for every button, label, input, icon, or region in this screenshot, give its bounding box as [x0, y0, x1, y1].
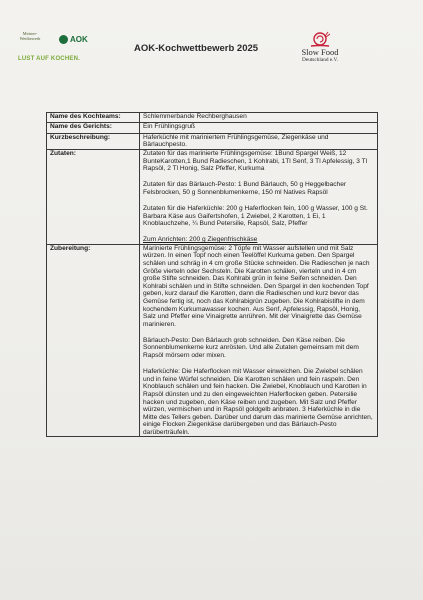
- form-row-zutaten: [47, 149, 378, 244]
- row-value: Haferküchle mit mariniertem Frühlingsgemüse, Ziegenkäse und Bärlauchpesto.: [140, 133, 378, 149]
- page-header: [0, 0, 423, 110]
- aok-logo: [59, 35, 88, 44]
- slowfood-logo: [290, 30, 350, 78]
- form-row-dish: [47, 123, 378, 133]
- zutaten-paragraph: Zutaten für die Haferküchle: 200 g Haferflocken fein, 100 g Wasser, 100 g St. Barbara Käse aus Gaifertshofen, 1 Zwiebel, 2 Karotten, 1 Ei, 1 Knoblauchzehe, ¼ Bund Petersilie, Rapsöl, Salz, Pfeffer: [143, 204, 368, 228]
- zubereitung-paragraph: Haferküchle: Die Haferflocken mit Wasser einweichen. Die Zwiebel schälen und in feine Würfel schneiden. Die Karotten schälen und fein raspeln. Den Knoblauch schälen und fein hacken. Die Zwiebel, Knoblauch und Karotten in Rapsöl dünsten und zu den eingeweichten Haferflocken geben. Petersilie hacken und zugeben, den Käse reiben und zugeben. Mit Salz und Pfeffer würzen, vermischen und in Rapsöl goldgelb anbraten. 3 Haferküchle in die Mitte des Tellers geben. Darüber und darum das marinierte Gemüse anrichten, einige Flocken Ziegenkäse darübergeben und das Bärlauch-Pesto darüberträufeln.: [143, 368, 373, 436]
- aok-mark-icon: [59, 35, 68, 44]
- row-value: Schlemmerbande Rechberghausen: [140, 113, 378, 123]
- snail-icon: [309, 30, 331, 48]
- slowfood-sub: Deutschland e.V.: [302, 57, 338, 63]
- row-label: Kurzbeschreibung:: [47, 133, 140, 149]
- aok-logo-text: AOK: [70, 35, 88, 44]
- row-value: [140, 244, 378, 437]
- zubereitung-paragraph: Bärlauch-Pesto: Den Bärlauch grob schneiden. Den Käse reiben. Die Sonnenblumenkerne kurz anrösten. Und alle Zutaten gemeinsam mit dem Rapsöl mörsern oder mixen.: [143, 336, 359, 360]
- form-row-zubereitung: [47, 244, 378, 437]
- row-value: [140, 149, 378, 244]
- row-label: Name des Gerichts:: [47, 123, 140, 133]
- row-label: Name des Kochteams:: [47, 113, 140, 123]
- recipe-form-table: [46, 112, 378, 437]
- row-value: Ein Frühlingsgruß: [140, 123, 378, 133]
- form-row-team: [47, 113, 378, 123]
- zutaten-paragraph: Zutaten für das Bärlauch-Pesto: 1 Bund Bärlauch, 50 g Heggelbacher Felsbrocken, 50 g Sonnenblumenkerne, 150 ml Natives Rapsöl: [143, 181, 347, 196]
- lust-auf-kochen-text: LUST AUF KOCHEN.: [18, 56, 80, 62]
- meister-badge: Meister-Wettbewerb: [19, 31, 41, 41]
- slowfood-name: Slow Food: [301, 47, 339, 57]
- form-row-description: [47, 133, 378, 149]
- aok-logo-block: [14, 30, 109, 70]
- zutaten-paragraph: Zutaten für das marinierte Frühlingsgemüse: 1Bund Spargel Weiß, 12 BunteKarotten,1 Bund Radieschen, 1 Kohlrabi, 1Tl Senf, 3 Tl Apfelessig, 3 Tl Rapsöl, 2 Tl Honig, Salz Pfeffer, Kurkuma: [143, 149, 368, 173]
- zubereitung-paragraph: Marinierte Frühlingsgemüse: 2 Töpfe mit Wasser aufstellen und mit Salz würzen. In einen Topf noch einen Teelöffel Kurkuma geben. Den Spargel schälen und schräg in 4 cm große Stücke schneiden. Die Radieschen je nach Größe vierteln oder Sechsteln. Die Karotten schälen, vierteln und in 4 cm große Stifte schneiden. Das Kohlrabi grün in feine Seifen schneiden. Den Kohlrabi schälen und in Stifte schneiden. Den Spargel in den kochenden Topf geben, kurz darauf die Karotten, dann die Radieschen und kurz bevor das Gemüse fertig ist, noch das Kohlrabigrün zugeben. Die Kohlrabistifte in dem kochendem Kurkumawasser kochen. Aus Senf, Apfelessig, Rapsöl, Honig, Salz und Pfeffer eine Vinaigrette anrühren. Mit der Vinaigrette das Gemüse marinieren.: [143, 244, 370, 328]
- row-label: Zutaten:: [47, 149, 140, 244]
- page-title: AOK-Kochwettbewerb 2025: [134, 43, 259, 54]
- row-label: Zubereitung:: [47, 244, 140, 437]
- zutaten-paragraph: Zum Anrichten: 200 g Ziegenfrischkäse: [143, 236, 258, 244]
